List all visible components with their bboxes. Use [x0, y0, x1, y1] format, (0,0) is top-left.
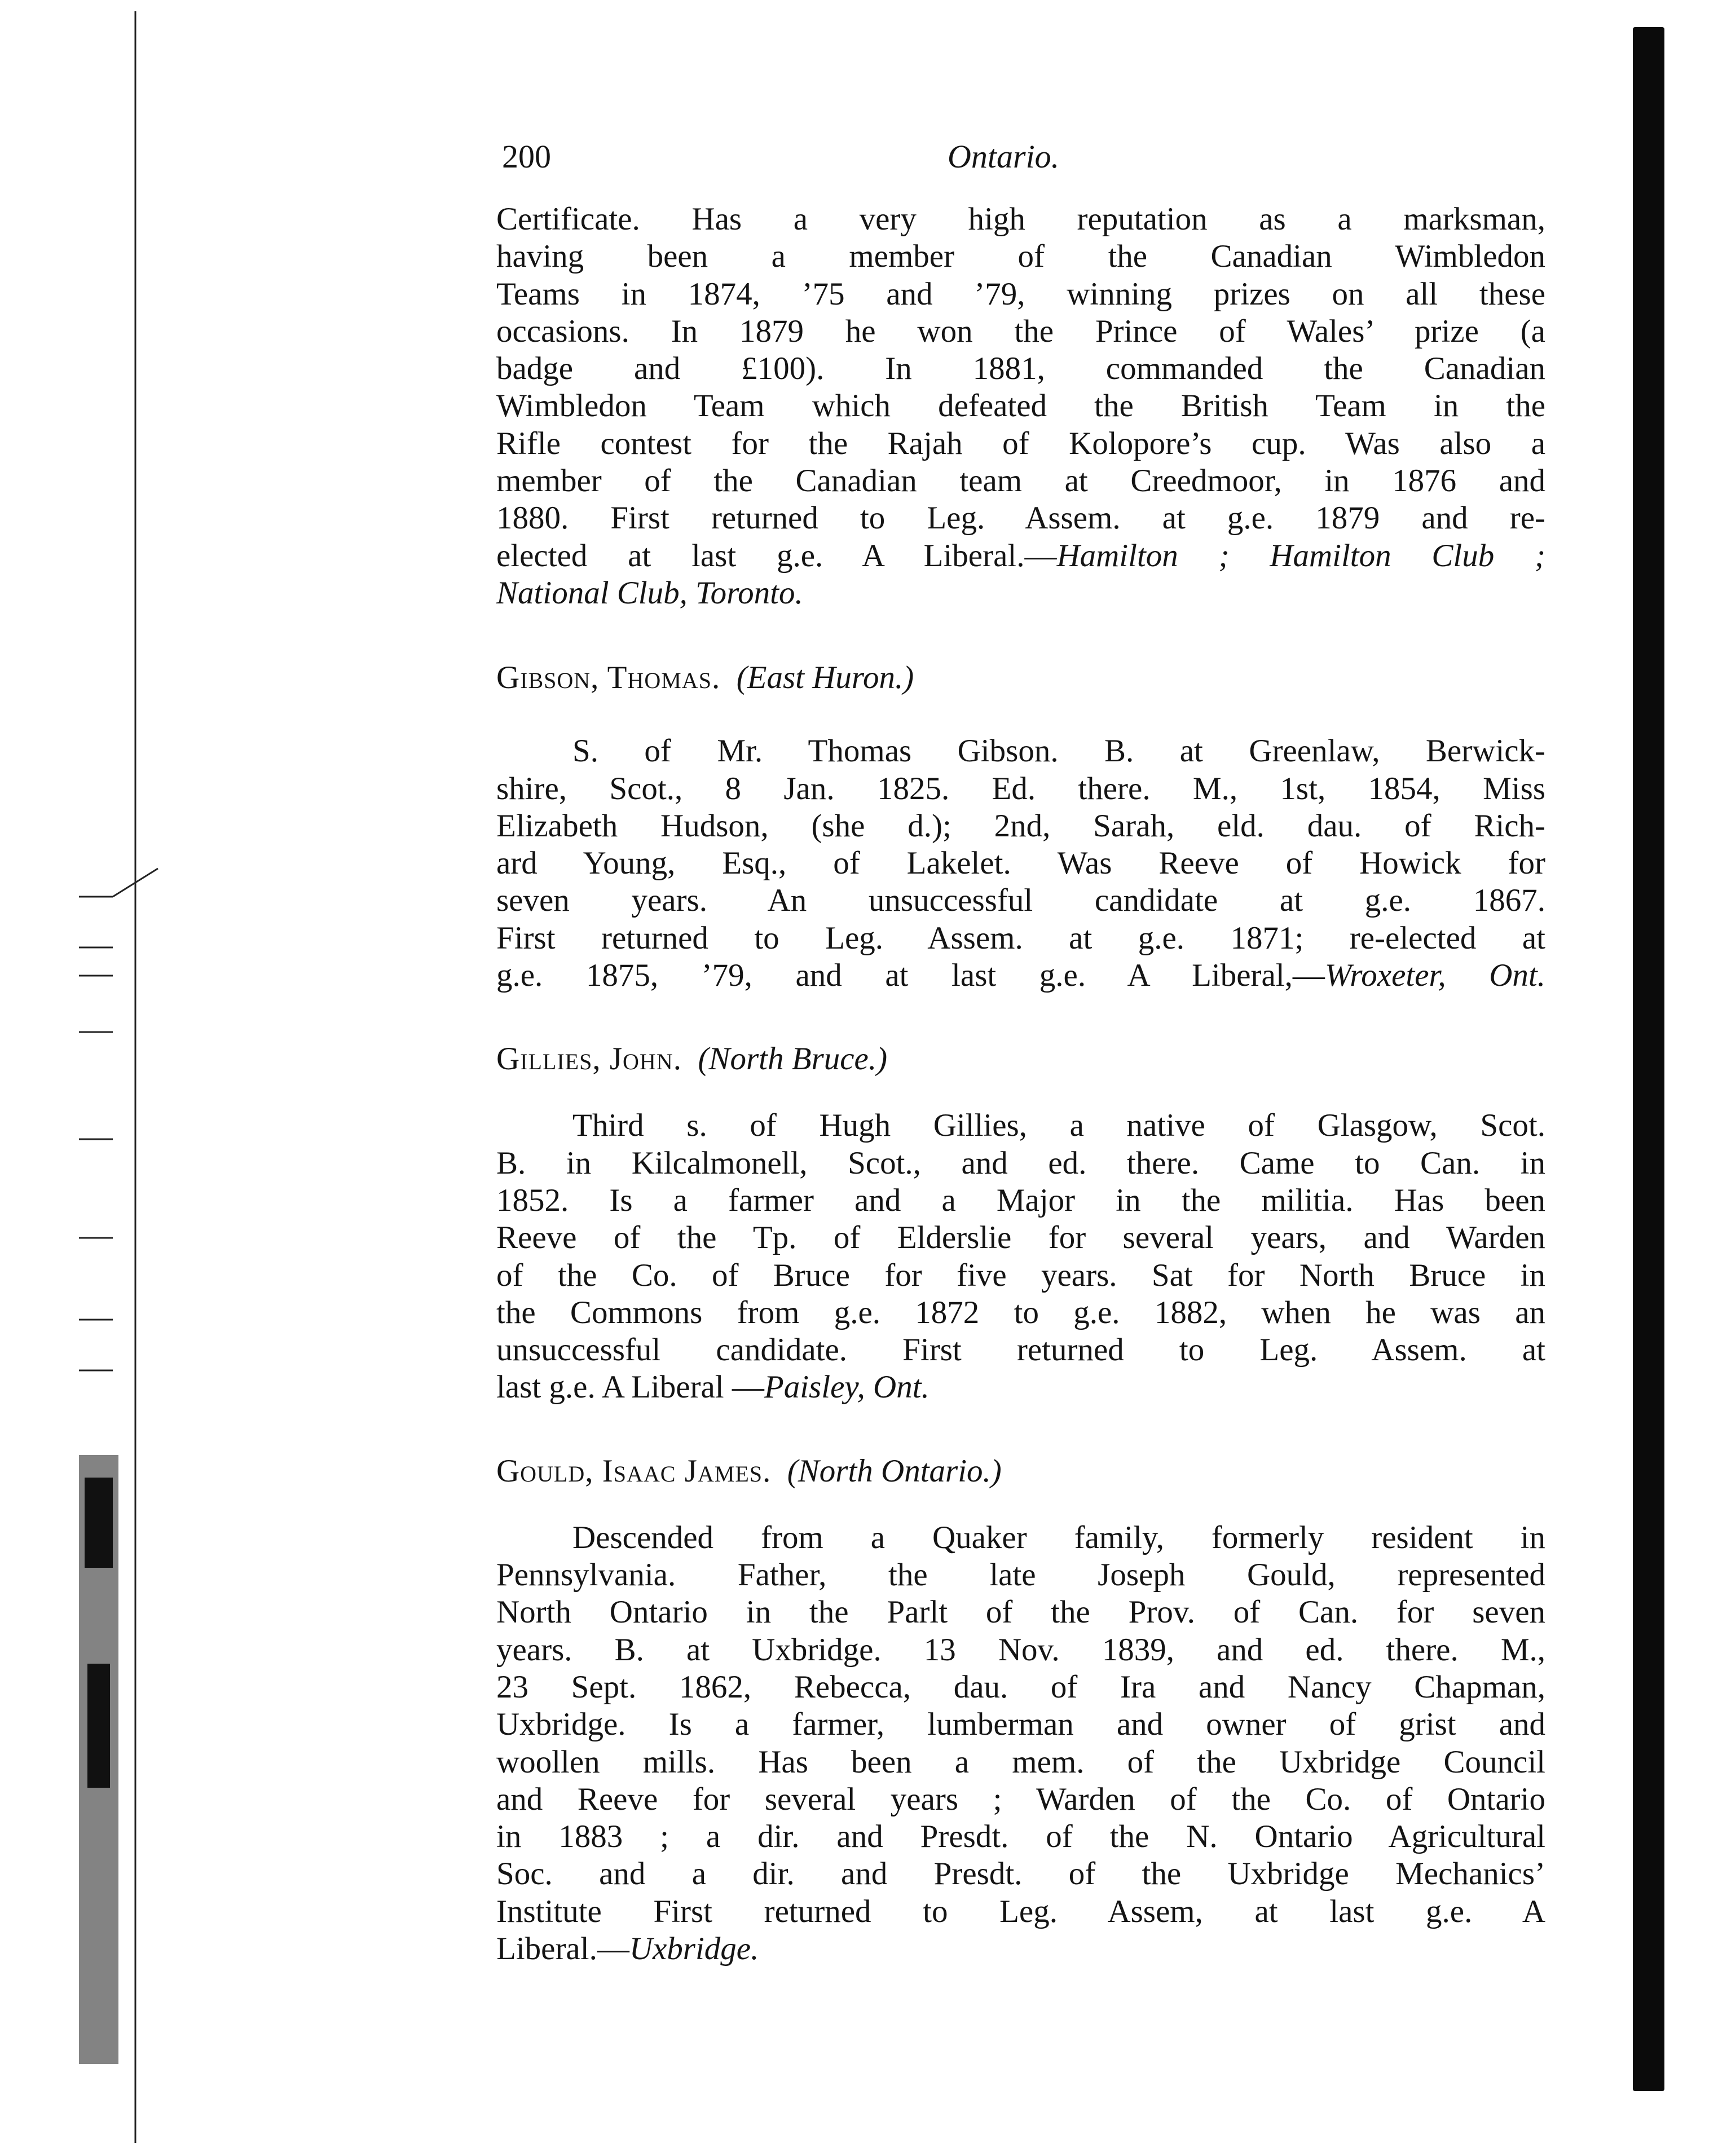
text-line: 1852. Is a farmer and a Major in the militia. Has been [496, 1182, 1545, 1218]
entry-body [496, 1107, 1545, 1406]
text-line: Reeve of the Tp. of Elderslie for several years, and Warden [496, 1220, 1545, 1256]
entry-heading [496, 658, 1545, 698]
text-line: Elizabeth Hudson, (she d.); 2nd, Sarah, eld. dau. of Rich- [496, 808, 1545, 844]
text-line [496, 957, 1545, 994]
text-line: Third s. of Hugh Gillies, a native of Glasgow, Scot. [572, 1108, 1545, 1144]
text-line [496, 537, 1545, 575]
text-line: Institute First returned to Leg. Assem, at last g.e. A [496, 1893, 1545, 1929]
member-name: Gibson, Thomas. [496, 660, 721, 696]
text-line: the Commons from g.e. 1872 to g.e. 1882, when he was an [496, 1294, 1545, 1330]
text-line: Wimbledon Team which defeated the British Team in the [496, 388, 1545, 424]
text-line: unsuccessful candidate. First returned to Leg. Assem. at [496, 1332, 1545, 1368]
scan-margin-artifacts [62, 0, 248, 2156]
constituency: (North Ontario.) [787, 1453, 1002, 1489]
entry-body [496, 1519, 1545, 1968]
text-line: B. in Kilcalmonell, Scot., and ed. there. Came to Can. in [496, 1145, 1545, 1181]
text-line: Uxbridge. Is a farmer, lumberman and owner of grist and [496, 1707, 1545, 1743]
text-line: North Ontario in the Parlt of the Prov. of Can. for seven [496, 1594, 1545, 1630]
text-line: S. of Mr. Thomas Gibson. B. at Greenlaw, Berwick- [572, 733, 1545, 769]
text-line: in 1883 ; a dir. and Presdt. of the N. Ontario Agricultural [496, 1819, 1545, 1855]
running-title: Ontario. [948, 138, 1060, 175]
page-number: 200 [502, 138, 551, 175]
address: Paisley, Ont. [764, 1369, 930, 1405]
text-line: having been a member of the Canadian Wimbledon [496, 239, 1545, 275]
text-line: 23 Sept. 1862, Rebecca, dau. of Ira and Nancy Chapman, [496, 1669, 1545, 1705]
book-page [496, 129, 1545, 1968]
text-line: Pennsylvania. Father, the late Joseph Gould, represented [496, 1557, 1545, 1593]
constituency: (North Bruce.) [698, 1041, 888, 1077]
text-line: of the Co. of Bruce for five years. Sat for North Bruce in [496, 1257, 1545, 1293]
text-line: years. B. at Uxbridge. 13 Nov. 1839, and ed. there. M., [496, 1632, 1545, 1668]
entry-body [496, 733, 1545, 994]
text-line: member of the Canadian team at Creedmoor, in 1876 and [496, 463, 1545, 499]
member-name: Gillies, John. [496, 1041, 682, 1077]
text-line: First returned to Leg. Assem. at g.e. 1871; re-elected at [496, 920, 1545, 956]
text-fragment: last g.e. A Liberal — [496, 1369, 764, 1405]
text-fragment: elected at last g.e. A Liberal.— [496, 537, 1057, 574]
text-line: occasions. In 1879 he won the Prince of Wales’ prize (a [496, 313, 1545, 349]
scan-right-edge-bar [1633, 27, 1664, 2091]
text-line: woollen mills. Has been a mem. of the Uxbridge Council [496, 1744, 1545, 1780]
text-line: and Reeve for several years ; Warden of the Co. of Ontario [496, 1781, 1545, 1817]
text-fragment: g.e. 1875, ’79, and at last g.e. A Liberal,— [496, 958, 1325, 994]
text-line [496, 1930, 1545, 1968]
address: Wroxeter, Ont. [1324, 958, 1545, 994]
text-line: Teams in 1874, ’75 and ’79, winning prizes on all these [496, 276, 1545, 312]
address: Hamilton ; Hamilton Club ; [1056, 537, 1546, 574]
text-line: 1880. First returned to Leg. Assem. at g.e. 1879 and re- [496, 500, 1545, 536]
text-fragment: Liberal.— [496, 1930, 629, 1967]
text-line: badge and £100). In 1881, commanded the Canadian [496, 351, 1545, 387]
text-line: Certificate. Has a very high reputation as a marksman, [496, 201, 1545, 237]
running-header [496, 129, 1545, 185]
entry-heading [496, 1452, 1545, 1491]
text-line [496, 1369, 1545, 1406]
entry-heading [496, 1039, 1545, 1079]
address: Uxbridge. [629, 1930, 759, 1967]
text-line: Descended from a Quaker family, formerly resident in [572, 1519, 1545, 1555]
text-line: ard Young, Esq., of Lakelet. Was Reeve of Howick for [496, 845, 1545, 881]
text-line [496, 575, 1545, 612]
address-continued: National Club, Toronto. [496, 575, 803, 611]
text-line: Rifle contest for the Rajah of Kolopore’s cup. Was also a [496, 425, 1545, 461]
constituency: (East Huron.) [736, 660, 914, 696]
text-line: shire, Scot., 8 Jan. 1825. Ed. there. M., 1st, 1854, Miss [496, 770, 1545, 806]
continued-entry [496, 201, 1545, 612]
text-line: seven years. An unsuccessful candidate at g.e. 1867. [496, 883, 1545, 919]
text-line: Soc. and a dir. and Presdt. of the Uxbridge Mechanics’ [496, 1856, 1545, 1892]
member-name: Gould, Isaac James. [496, 1453, 772, 1489]
